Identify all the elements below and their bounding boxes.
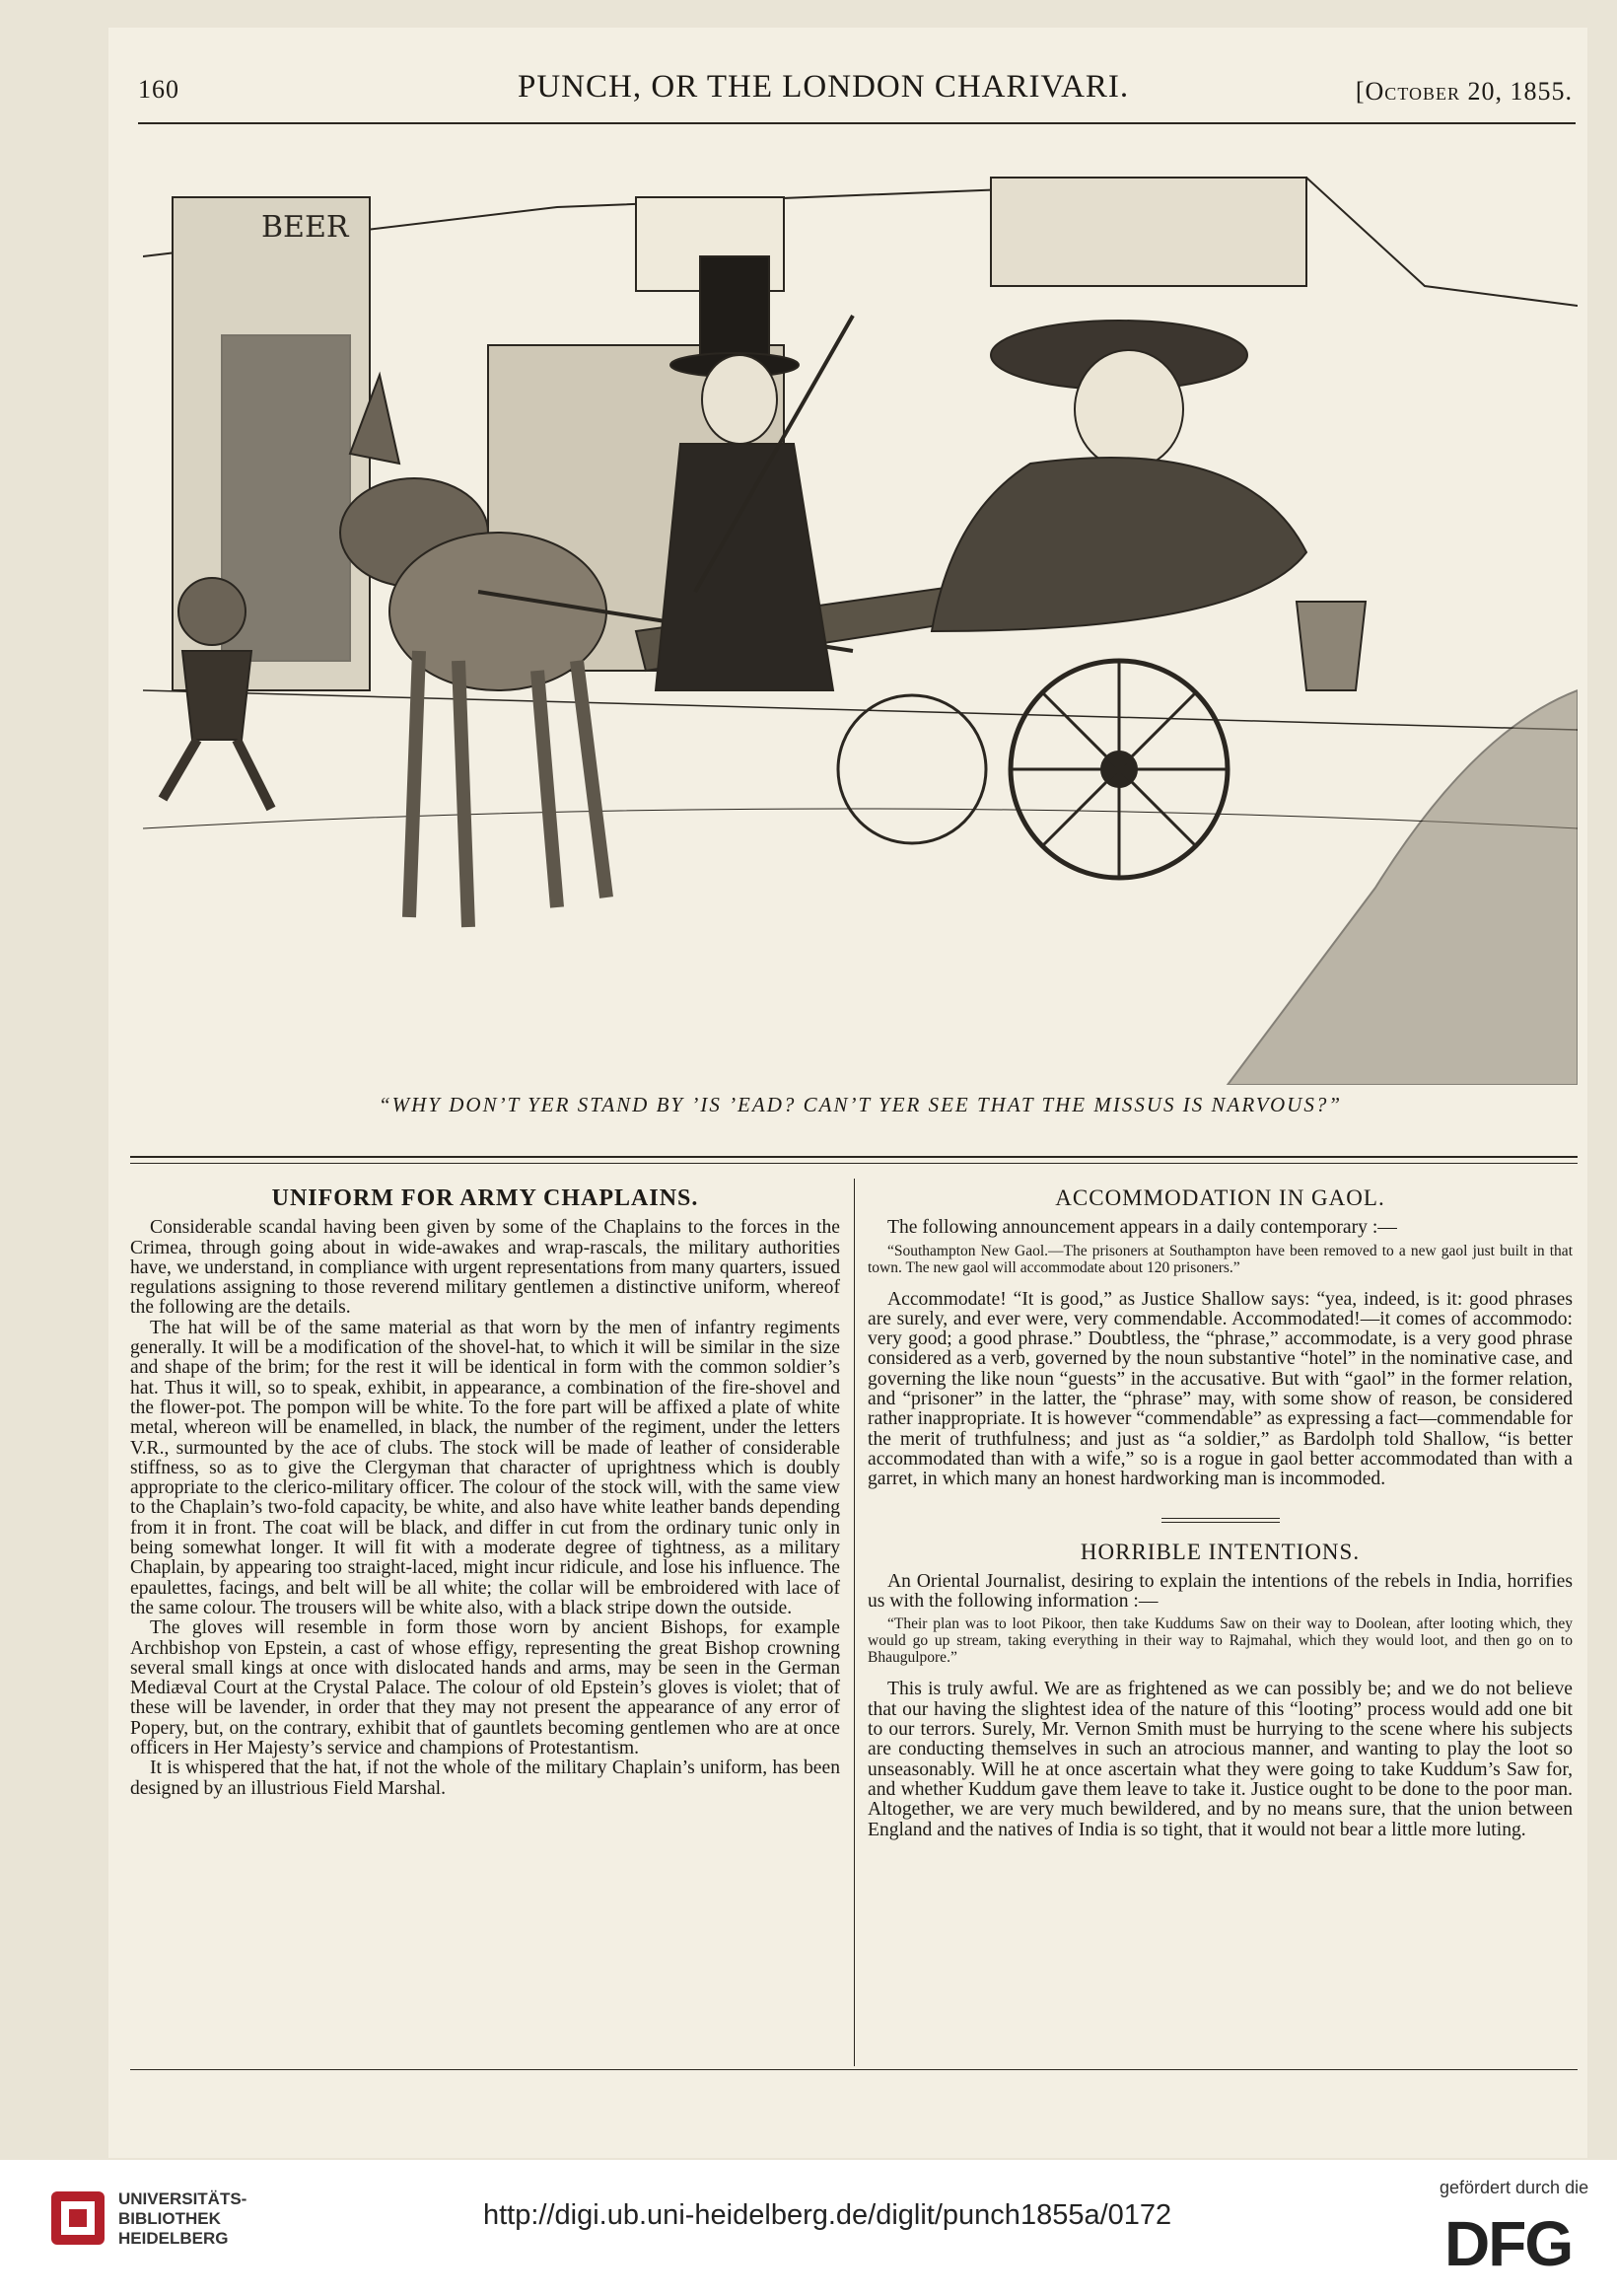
issue-date: [October 20, 1855.	[1355, 77, 1573, 106]
source-url-link[interactable]: http://digi.ub.uni-heidelberg.de/diglit/punch1855a/0172	[483, 2199, 1172, 2231]
digitization-footer	[0, 2160, 1617, 2296]
article-body: Accommodate! “It is good,” as Justice Shallow says: “yea, indeed, is it: good phrases are surely, and ever were, very commendable. Accommodated!—it comes of accommodo: very good; a good phrase.” Doubtless, the “phrase,” accommodate, is a very good phrase considered as a verb, governed by the noun substantive “hotel” in the nominative case, and governing the like noun “guests” in the accusative. But with “gaol” in the former relation, and “prisoner” in the latter, the “phrase” may, with some show of reason, be considered rather inappropriate. It is however “commendable” as expressing a fact—commendable for the merit of truthfulness; and just as “a soldier,” as Bardolph told Shallow, “is better accommodated than with a wife,” so is a rogue in gaol better accommodated than with a garret, in which many an honest hardworking man is incommoded.	[868, 1288, 1573, 1490]
page-header	[138, 69, 1573, 123]
cartoon-caption: “WHY DON’T YER STAND BY ’IS ’EAD? CAN’T YER SEE THAT THE MISSUS IS NARVOUS?”	[378, 1093, 1343, 1116]
column-divider	[854, 1179, 855, 2066]
article-title: UNIFORM FOR ARMY CHAPLAINS.	[271, 1185, 699, 1211]
paragraph: The gloves will resemble in form those worn by ancient Bishops, for example Archbishop von Epstein, a cast of whose effigy, representing the great Bishop crowning several small kings at once with dislocated hands and arms, may be seen in the German Mediæval Court at the Crystal Palace. The colour of old Epstein’s gloves is violet; that of these will be lavender, in order that they may not present the appearance of any error of Popery, but, on the contrary, exhibit that of gauntlets becoming gentlemen who are at once officers in Her Majesty’s service and champions of Protestantism.	[130, 1617, 840, 1759]
article-intro: The following announcement appears in a daily contemporary :—	[887, 1217, 1397, 1239]
bottom-rule	[130, 2069, 1578, 2070]
page-number: 160	[138, 75, 179, 104]
article-title-horrible-intentions: HORRIBLE INTENTIONS.	[1080, 1539, 1361, 1564]
article-intro: An Oriental Journalist, desiring to explain the intentions of the rebels in India, horrifies us with the following information :—	[868, 1570, 1573, 1613]
section-divider	[1161, 1518, 1280, 1523]
paragraph: It is whispered that the hat, if not the whole of the military Chaplain’s uniform, has been designed by an illustrious Field Marshal.	[130, 1758, 840, 1799]
paragraph: The hat will be of the same material as that worn by the men of infantry regiments generally. It will be a modification of the shovel-hat, to which it will be similar in the size and shape of the brim; for the rest it will be identical in form with the common soldier’s hat. Thus it will, so to speak, exhibit, in appearance, a combination of the fire-shovel and the flower-pot. The pompon will be white. To the fore part will be affixed a plate of white metal, whereon will be enamelled, in black, the number of the regiment, under the letters V.R., surmounted by the ace of clubs. The stock will be made of leather of considerable stiffness, so as to give the Clergyman that character of uprightness which is doubly appropriate to the clerico-military officer. The colour of the stock will, with the same view to the Chaplain’s two-fold capacity, be white, and also have white leather bands depending from it in front. The coat will be black, and differ in cut from the ordinary tunic only in being somewhat longer. It will fit with a moderate degree of tightness, as a military Chaplain, by appearing too straight-laced, might incur ridicule, and lose his influence. The epaulettes, facings, and belt will be all white; the collar will be embroidered with lace of the same colour. The trousers will be white also, with a black stripe down the outside.	[130, 1317, 840, 1618]
paragraph: Considerable scandal having been given by some of the Chaplains to the forces in the Crimea, through going about in wide-awakes and wrap-rascals, the military authorities have, we understand, in compliance with urgent representations from many quarters, issued regulations assigning to those reverend military gentlemen a distinctive uniform, whereof the following are the details.	[130, 1217, 840, 1319]
article-uniform-army-chaplains	[130, 1185, 840, 1799]
quoted-notice: “Their plan was to loot Pikoor, then take Kuddums Saw on their way to Doolean, after looting which, they would go up stream, taking everything in their way to Rajmahal, which they would loot, and then go on to Bhaugulpore.”	[868, 1615, 1573, 1667]
article-title-accommodation: ACCOMMODATION IN GAOL.	[1055, 1185, 1385, 1210]
beer-sign: BEER	[261, 210, 349, 245]
man-with-whip-figure	[656, 256, 853, 690]
woman-on-cart-figure	[932, 321, 1366, 690]
article-body: This is truly awful. We are as frightened as we can possibly be; and we do not believe that our having the slightest idea of the nature of this “looting” process would add one bit to our terrors. Surely, Mr. Vernon Smith must be hurrying to the scene where his subjects are conducting themselves in such an atrocious manner, and wanting to play the loot so unseasonably. Will he at once ascertain what they were going to take Kuddum’s Saw for, and whether Kuddum gave them leave to take it. Justice ought to be done to the poor man. Altogether, we are very much bewildered, and by no means sure, that the union between England and the natives of India is so tight, that it would not bear a little more luting.	[868, 1679, 1573, 1840]
article-right-column	[868, 1185, 1573, 1840]
cartoon-illustration	[143, 138, 1578, 1085]
university-library-logo-icon	[49, 2189, 106, 2247]
header-rule	[138, 122, 1576, 124]
dfg-logo: DFG	[1444, 2208, 1573, 2279]
sponsor-label: gefördert durch die	[1440, 2178, 1589, 2197]
masthead-title: PUNCH, OR THE LONDON CHARIVARI.	[518, 69, 1130, 105]
quoted-notice: “Southampton New Gaol.—The prisoners at Southampton have been removed to a new gaol just built in that town. The new gaol will accommodate about 120 prisoners.”	[868, 1242, 1573, 1276]
caption-rule-top	[130, 1156, 1578, 1158]
cartoon-drawing	[143, 138, 1578, 1085]
university-library-name: UNIVERSITÄTS- BIBLIOTHEK HEIDELBERG	[118, 2189, 247, 2248]
caption-rule-bottom	[130, 1163, 1578, 1164]
